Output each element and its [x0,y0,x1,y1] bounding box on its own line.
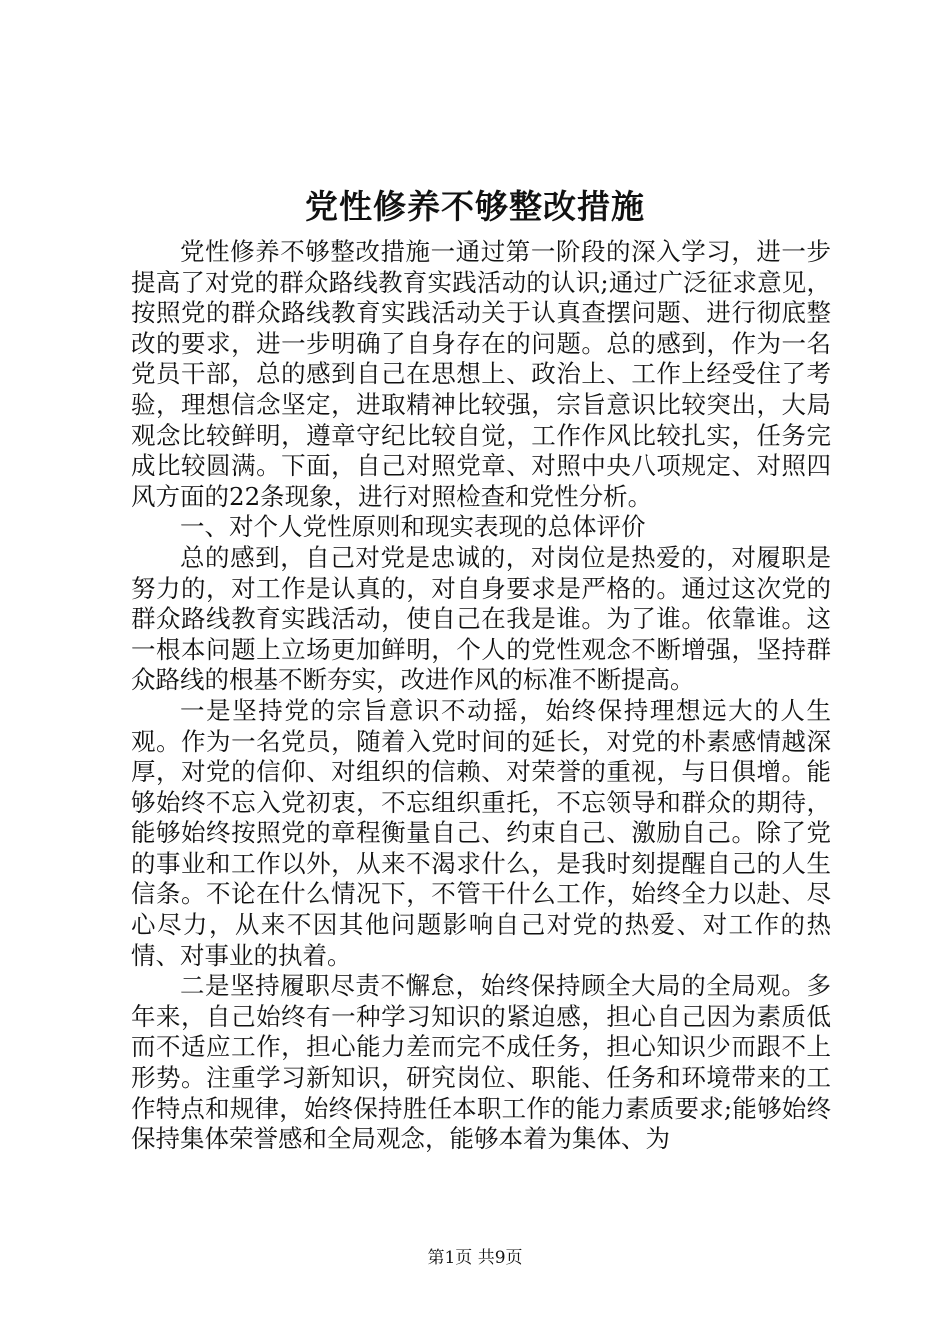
page-footer: 第1页 共9页 [427,1248,523,1268]
document-body [131,237,831,1155]
paragraph-intro: 党性修养不够整改措施一通过第一阶段的深入学习，进一步提高了对党的群众路线教育实践活动的认识;通过广泛征求意见，按照党的群众路线教育实践活动关于认真查摆问题、进行彻底整改的要求，进一步明确了自身存在的问题。总的感到，作为一名党员干部，总的感到自己在思想上、政治上、工作上经受住了考验，理想信念坚定，进取精神比较强，宗旨意识比较突出，大局观念比较鲜明，遵章守纪比较自觉，工作作风比较扎实，任务完成比较圆满。下面，自己对照党章、对照中央八项规定、对照四风方面的22条现象，进行对照检查和党性分析。 [131,237,831,511]
paragraph-point-one: 一是坚持党的宗旨意识不动摇，始终保持理想远大的人生观。作为一名党员，随着入党时间的延长，对党的朴素感情越深厚，对党的信仰、对组织的信赖、对荣誉的重视，与日俱增。能够始终不忘入党初衷，不忘组织重托，不忘领导和群众的期待，能够始终按照党的章程衡量自己、约束自己、激励自己。除了党的事业和工作以外，从来不渴求什么，是我时刻提醒自己的人生信条。不论在什么情况下，不管干什么工作，始终全力以赴、尽心尽力，从来不因其他问题影响自己对党的热爱、对工作的热情、对事业的执着。 [131,695,831,970]
paragraph-overall-evaluation: 总的感到，自己对党是忠诚的，对岗位是热爱的，对履职是努力的，对工作是认真的，对自身要求是严格的。通过这次党的群众路线教育实践活动，使自己在我是谁。为了谁。依靠谁。这一根本问题上立场更加鲜明，个人的党性观念不断增强，坚持群众路线的根基不断夯实，改进作风的标准不断提高。 [131,542,831,695]
section-heading: 一、对个人党性原则和现实表现的总体评价 [180,512,646,542]
paragraph-point-two: 二是坚持履职尽责不懈怠，始终保持顾全大局的全局观。多年来，自己始终有一种学习知识的紧迫感，担心自己因为素质低而不适应工作，担心能力差而完不成任务，担心知识少而跟不上形势。注重学习新知识，研究岗位、职能、任务和环境带来的工作特点和规律，始终保持胜任本职工作的能力素质要求;能够始终保持集体荣誉感和全局观念，能够本着为集体、为 [131,971,831,1154]
document-title: 党性修养不够整改措施 [305,187,645,226]
